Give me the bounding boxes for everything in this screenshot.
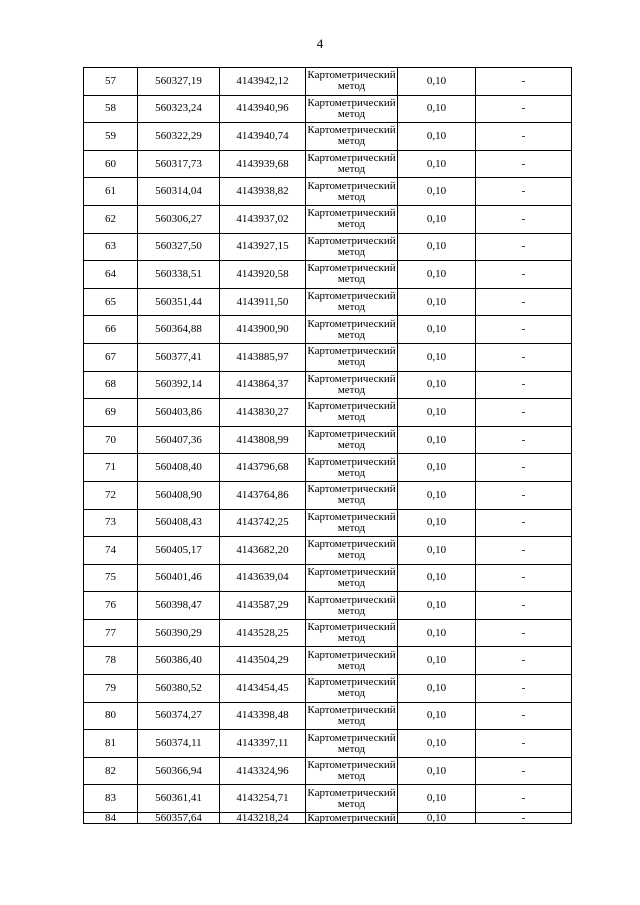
x-coordinate-cell: 560392,14 — [138, 371, 220, 399]
y-coordinate-cell: 4143324,96 — [220, 757, 306, 785]
method-line-2: метод — [337, 632, 366, 645]
method-cell — [306, 95, 398, 123]
method-line-1: Картометрический — [307, 812, 396, 825]
table-row — [84, 509, 572, 537]
method-cell — [306, 647, 398, 675]
x-coordinate-cell: 560386,40 — [138, 647, 220, 675]
note-cell: - — [476, 785, 572, 813]
y-coordinate-cell: 4143218,24 — [220, 813, 306, 824]
method-line-2: метод — [337, 135, 366, 148]
x-coordinate-cell: 560407,36 — [138, 426, 220, 454]
y-coordinate-cell: 4143920,58 — [220, 261, 306, 289]
y-coordinate-cell: 4143942,12 — [220, 68, 306, 96]
point-number-cell: 61 — [84, 178, 138, 206]
point-number-cell: 65 — [84, 288, 138, 316]
x-coordinate-cell: 560351,44 — [138, 288, 220, 316]
point-number-cell: 71 — [84, 454, 138, 482]
table-row — [84, 178, 572, 206]
method-line-2: метод — [337, 356, 366, 369]
y-coordinate-cell: 4143764,86 — [220, 481, 306, 509]
method-line-1: Картометрический — [307, 786, 396, 799]
method-line-1: Картометрический — [307, 593, 396, 606]
method-line-1: Картометрический — [307, 317, 396, 330]
method-line-1: Картометрический — [307, 510, 396, 523]
method-cell — [306, 619, 398, 647]
note-cell: - — [476, 757, 572, 785]
note-cell: - — [476, 288, 572, 316]
method-line-2: метод — [337, 190, 366, 203]
note-cell: - — [476, 95, 572, 123]
note-cell: - — [476, 68, 572, 96]
y-coordinate-cell: 4143900,90 — [220, 316, 306, 344]
method-cell — [306, 68, 398, 96]
y-coordinate-cell: 4143454,45 — [220, 675, 306, 703]
x-coordinate-cell: 560377,41 — [138, 343, 220, 371]
accuracy-cell: 0,10 — [398, 509, 476, 537]
accuracy-cell: 0,10 — [398, 537, 476, 565]
x-coordinate-cell: 560323,24 — [138, 95, 220, 123]
note-cell: - — [476, 233, 572, 261]
x-coordinate-cell: 560408,90 — [138, 481, 220, 509]
accuracy-cell: 0,10 — [398, 371, 476, 399]
point-number-cell: 69 — [84, 399, 138, 427]
table-row — [84, 813, 572, 824]
table-row — [84, 68, 572, 96]
y-coordinate-cell: 4143937,02 — [220, 205, 306, 233]
x-coordinate-cell: 560408,43 — [138, 509, 220, 537]
x-coordinate-cell: 560380,52 — [138, 675, 220, 703]
y-coordinate-cell: 4143939,68 — [220, 150, 306, 178]
accuracy-cell: 0,10 — [398, 730, 476, 758]
accuracy-cell: 0,10 — [398, 426, 476, 454]
point-number-cell: 63 — [84, 233, 138, 261]
method-cell — [306, 675, 398, 703]
accuracy-cell: 0,10 — [398, 454, 476, 482]
method-cell — [306, 343, 398, 371]
note-cell: - — [476, 178, 572, 206]
point-number-cell: 81 — [84, 730, 138, 758]
method-line-2: метод — [337, 163, 366, 176]
x-coordinate-cell: 560306,27 — [138, 205, 220, 233]
x-coordinate-cell: 560317,73 — [138, 150, 220, 178]
y-coordinate-cell: 4143864,37 — [220, 371, 306, 399]
note-cell: - — [476, 123, 572, 151]
page-number: 4 — [316, 36, 324, 51]
method-line-2: метод — [337, 439, 366, 452]
accuracy-cell: 0,10 — [398, 592, 476, 620]
method-cell — [306, 399, 398, 427]
accuracy-cell: 0,10 — [398, 813, 476, 824]
note-cell: - — [476, 481, 572, 509]
method-line-1: Картометрический — [307, 703, 396, 716]
point-number-cell: 66 — [84, 316, 138, 344]
method-cell — [306, 426, 398, 454]
point-number-cell: 77 — [84, 619, 138, 647]
method-line-2: метод — [337, 218, 366, 231]
point-number-cell: 72 — [84, 481, 138, 509]
y-coordinate-cell: 4143397,11 — [220, 730, 306, 758]
x-coordinate-cell: 560405,17 — [138, 537, 220, 565]
method-cell — [306, 316, 398, 344]
method-line-2: метод — [337, 466, 366, 479]
x-coordinate-cell: 560361,41 — [138, 785, 220, 813]
x-coordinate-cell: 560338,51 — [138, 261, 220, 289]
method-line-2: метод — [337, 80, 366, 93]
method-line-1: Картометрический — [307, 207, 396, 220]
y-coordinate-cell: 4143587,29 — [220, 592, 306, 620]
note-cell: - — [476, 702, 572, 730]
y-coordinate-cell: 4143742,25 — [220, 509, 306, 537]
accuracy-cell: 0,10 — [398, 785, 476, 813]
accuracy-cell: 0,10 — [398, 205, 476, 233]
accuracy-cell: 0,10 — [398, 675, 476, 703]
method-line-1: Картометрический — [307, 372, 396, 385]
method-line-2: метод — [337, 494, 366, 507]
note-cell: - — [476, 730, 572, 758]
table-row — [84, 675, 572, 703]
method-line-1: Картометрический — [307, 124, 396, 137]
table-row — [84, 123, 572, 151]
method-cell — [306, 288, 398, 316]
note-cell: - — [476, 316, 572, 344]
note-cell: - — [476, 371, 572, 399]
note-cell: - — [476, 619, 572, 647]
table-row — [84, 426, 572, 454]
point-number-cell: 64 — [84, 261, 138, 289]
method-line-2: метод — [337, 687, 366, 700]
method-line-1: Картометрический — [307, 234, 396, 247]
method-line-1: Картометрический — [307, 759, 396, 772]
method-line-2: метод — [337, 301, 366, 314]
method-line-2: метод — [337, 770, 366, 783]
accuracy-cell: 0,10 — [398, 564, 476, 592]
x-coordinate-cell: 560327,50 — [138, 233, 220, 261]
method-line-1: Картометрический — [307, 152, 396, 165]
x-coordinate-cell: 560322,29 — [138, 123, 220, 151]
table-row — [84, 537, 572, 565]
table-row — [84, 95, 572, 123]
note-cell: - — [476, 454, 572, 482]
method-cell — [306, 813, 398, 824]
method-line-2: метод — [337, 604, 366, 617]
method-line-1: Картометрический — [307, 648, 396, 661]
note-cell: - — [476, 592, 572, 620]
y-coordinate-cell: 4143911,50 — [220, 288, 306, 316]
x-coordinate-cell: 560364,88 — [138, 316, 220, 344]
point-number-cell: 60 — [84, 150, 138, 178]
accuracy-cell: 0,10 — [398, 399, 476, 427]
point-number-cell: 67 — [84, 343, 138, 371]
table-row — [84, 757, 572, 785]
table-row — [84, 150, 572, 178]
method-cell — [306, 150, 398, 178]
y-coordinate-cell: 4143682,20 — [220, 537, 306, 565]
y-coordinate-cell: 4143808,99 — [220, 426, 306, 454]
point-number-cell: 58 — [84, 95, 138, 123]
accuracy-cell: 0,10 — [398, 343, 476, 371]
accuracy-cell: 0,10 — [398, 481, 476, 509]
table-row — [84, 592, 572, 620]
method-cell — [306, 233, 398, 261]
y-coordinate-cell: 4143830,27 — [220, 399, 306, 427]
method-line-1: Картометрический — [307, 538, 396, 551]
x-coordinate-cell: 560357,64 — [138, 813, 220, 824]
method-line-2: метод — [337, 742, 366, 755]
point-number-cell: 70 — [84, 426, 138, 454]
coordinates-table — [83, 67, 572, 824]
table-row — [84, 647, 572, 675]
method-line-2: метод — [337, 107, 366, 120]
method-line-2: метод — [337, 576, 366, 589]
point-number-cell: 74 — [84, 537, 138, 565]
method-line-1: Картометрический — [307, 179, 396, 192]
point-number-cell: 82 — [84, 757, 138, 785]
method-line-2: метод — [337, 659, 366, 672]
x-coordinate-cell: 560390,29 — [138, 619, 220, 647]
method-line-1: Картометрический — [307, 428, 396, 441]
method-cell — [306, 702, 398, 730]
note-cell: - — [476, 647, 572, 675]
y-coordinate-cell: 4143528,25 — [220, 619, 306, 647]
table-row — [84, 730, 572, 758]
method-cell — [306, 537, 398, 565]
point-number-cell: 75 — [84, 564, 138, 592]
x-coordinate-cell: 560401,46 — [138, 564, 220, 592]
method-line-1: Картометрический — [307, 621, 396, 634]
note-cell: - — [476, 150, 572, 178]
table-row — [84, 454, 572, 482]
method-cell — [306, 205, 398, 233]
method-cell — [306, 785, 398, 813]
method-line-1: Картометрический — [307, 731, 396, 744]
method-cell — [306, 178, 398, 206]
y-coordinate-cell: 4143938,82 — [220, 178, 306, 206]
method-line-1: Картометрический — [307, 262, 396, 275]
method-cell — [306, 564, 398, 592]
method-line-2: метод — [337, 411, 366, 424]
table-row — [84, 619, 572, 647]
accuracy-cell: 0,10 — [398, 123, 476, 151]
note-cell: - — [476, 261, 572, 289]
method-cell — [306, 509, 398, 537]
coordinates-table-body — [84, 68, 572, 824]
y-coordinate-cell: 4143796,68 — [220, 454, 306, 482]
note-cell: - — [476, 509, 572, 537]
method-line-2: метод — [337, 383, 366, 396]
method-line-1: Картометрический — [307, 400, 396, 413]
accuracy-cell: 0,10 — [398, 288, 476, 316]
method-line-1: Картометрический — [307, 483, 396, 496]
method-line-2: метод — [337, 714, 366, 727]
accuracy-cell: 0,10 — [398, 150, 476, 178]
method-line-1: Картометрический — [307, 455, 396, 468]
point-number-cell: 68 — [84, 371, 138, 399]
x-coordinate-cell: 560408,40 — [138, 454, 220, 482]
note-cell: - — [476, 564, 572, 592]
point-number-cell: 76 — [84, 592, 138, 620]
method-line-2: метод — [337, 328, 366, 341]
method-line-2: метод — [337, 521, 366, 534]
accuracy-cell: 0,10 — [398, 316, 476, 344]
x-coordinate-cell: 560314,04 — [138, 178, 220, 206]
note-cell: - — [476, 675, 572, 703]
table-row — [84, 785, 572, 813]
method-cell — [306, 123, 398, 151]
accuracy-cell: 0,10 — [398, 261, 476, 289]
table-row — [84, 233, 572, 261]
point-number-cell: 80 — [84, 702, 138, 730]
note-cell: - — [476, 399, 572, 427]
point-number-cell: 79 — [84, 675, 138, 703]
method-line-2: метод — [337, 797, 366, 810]
method-line-1: Картометрический — [307, 676, 396, 689]
table-row — [84, 343, 572, 371]
accuracy-cell: 0,10 — [398, 95, 476, 123]
y-coordinate-cell: 4143885,97 — [220, 343, 306, 371]
y-coordinate-cell: 4143254,71 — [220, 785, 306, 813]
method-line-1: Картометрический — [307, 96, 396, 109]
note-cell: - — [476, 537, 572, 565]
point-number-cell: 57 — [84, 68, 138, 96]
accuracy-cell: 0,10 — [398, 647, 476, 675]
table-row — [84, 371, 572, 399]
method-line-1: Картометрический — [307, 290, 396, 303]
x-coordinate-cell: 560398,47 — [138, 592, 220, 620]
point-number-cell: 62 — [84, 205, 138, 233]
note-cell: - — [476, 205, 572, 233]
method-line-2: метод — [337, 245, 366, 258]
method-line-1: Картометрический — [307, 345, 396, 358]
x-coordinate-cell: 560374,27 — [138, 702, 220, 730]
point-number-cell: 73 — [84, 509, 138, 537]
x-coordinate-cell: 560403,86 — [138, 399, 220, 427]
y-coordinate-cell: 4143940,74 — [220, 123, 306, 151]
y-coordinate-cell: 4143927,15 — [220, 233, 306, 261]
method-cell — [306, 592, 398, 620]
accuracy-cell: 0,10 — [398, 702, 476, 730]
x-coordinate-cell: 560366,94 — [138, 757, 220, 785]
method-cell — [306, 454, 398, 482]
method-cell — [306, 261, 398, 289]
method-cell — [306, 481, 398, 509]
x-coordinate-cell: 560374,11 — [138, 730, 220, 758]
accuracy-cell: 0,10 — [398, 757, 476, 785]
point-number-cell: 78 — [84, 647, 138, 675]
note-cell: - — [476, 426, 572, 454]
method-cell — [306, 757, 398, 785]
x-coordinate-cell: 560327,19 — [138, 68, 220, 96]
method-cell — [306, 371, 398, 399]
table-row — [84, 205, 572, 233]
method-line-1: Картометрический — [307, 565, 396, 578]
y-coordinate-cell: 4143504,29 — [220, 647, 306, 675]
method-line-1: Картометрический — [307, 69, 396, 82]
method-cell — [306, 730, 398, 758]
y-coordinate-cell: 4143639,04 — [220, 564, 306, 592]
note-cell: - — [476, 813, 572, 824]
method-line-2: метод — [337, 549, 366, 562]
y-coordinate-cell: 4143940,96 — [220, 95, 306, 123]
accuracy-cell: 0,10 — [398, 178, 476, 206]
table-row — [84, 702, 572, 730]
note-cell: - — [476, 343, 572, 371]
point-number-cell: 83 — [84, 785, 138, 813]
table-row — [84, 288, 572, 316]
accuracy-cell: 0,10 — [398, 68, 476, 96]
table-row — [84, 564, 572, 592]
accuracy-cell: 0,10 — [398, 619, 476, 647]
method-line-2: метод — [337, 273, 366, 286]
point-number-cell: 84 — [84, 813, 138, 824]
y-coordinate-cell: 4143398,48 — [220, 702, 306, 730]
accuracy-cell: 0,10 — [398, 233, 476, 261]
table-row — [84, 399, 572, 427]
table-row — [84, 316, 572, 344]
table-row — [84, 481, 572, 509]
point-number-cell: 59 — [84, 123, 138, 151]
table-row — [84, 261, 572, 289]
